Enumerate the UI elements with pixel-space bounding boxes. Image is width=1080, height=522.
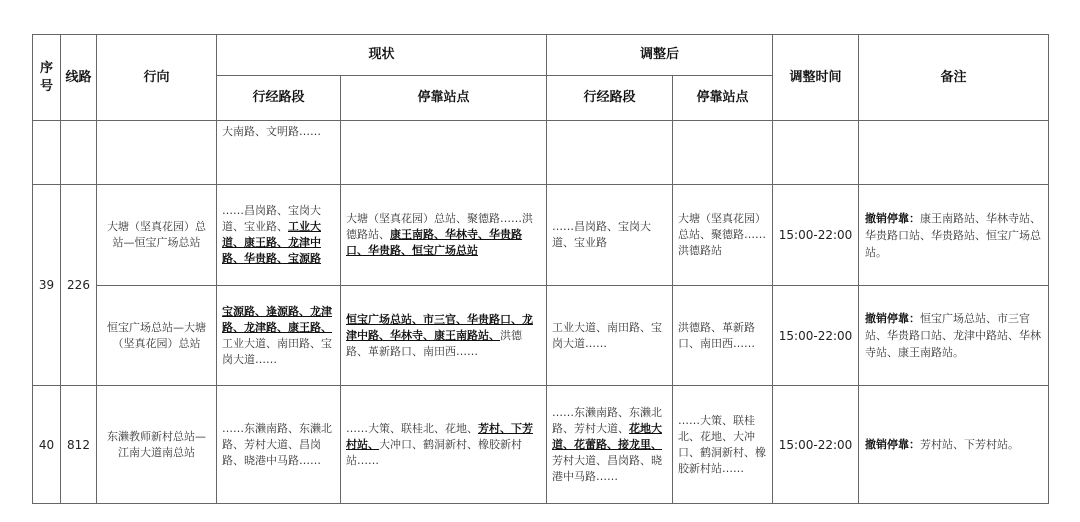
header-route: 线路: [61, 35, 97, 121]
header-current-road: 行经路段: [217, 76, 341, 121]
table-row: [33, 185, 1049, 286]
route-cell: 812: [61, 386, 97, 504]
direction-cell: 大塘（坚真花园）总站—恒宝广场总站: [97, 185, 217, 286]
remark-cell: 撤销停靠：芳村站、下芳村站。: [859, 386, 1049, 504]
current-stop-cell: 恒宝广场总站、市三官、华贵路口、龙津中路、华林寺、康王南路站、洪德路、革新路口、南田西……: [341, 286, 547, 386]
adjust-time-cell: 15:00-22:00: [773, 286, 859, 386]
header-remark: 备注: [859, 35, 1049, 121]
adjusted-stop-cell: 洪德路、革新路口、南田西……: [673, 286, 773, 386]
remark-cell: 撤销停靠：恒宝广场总站、市三官站、华贵路口站、龙津中路站、华林寺站、康王南路站。: [859, 286, 1049, 386]
current-road-cell: ……东濑南路、东濑北路、芳村大道、昌岗路、晓港中马路……: [217, 386, 341, 504]
table-row: [33, 286, 1049, 386]
header-seq: 序号: [33, 35, 61, 121]
header-current: 现状: [217, 35, 547, 76]
header-adjusted: 调整后: [547, 35, 773, 76]
current-road-cell: 宝源路、逢源路、龙津路、龙津路、康王路、工业大道、南田路、宝岗大道……: [217, 286, 341, 386]
route-cell: 226: [61, 185, 97, 386]
header-current-stop: 停靠站点: [341, 76, 547, 121]
current-stop-cell: ……大策、联桂北、花地、芳村、下芳村站、大冲口、鹤洞新村、橡胶新村站……: [341, 386, 547, 504]
header-time: 调整时间: [773, 35, 859, 121]
remark-cell: 撤销停靠：康王南路站、华林寺站、华贵路口站、华贵路站、恒宝广场总站。: [859, 185, 1049, 286]
direction-cell: 东濑教师新村总站—江南大道南总站: [97, 386, 217, 504]
adjusted-road-cell: ……东濑南路、东濑北路、芳村大道、花地大道、花蕾路、接龙里、芳村大道、昌岗路、晓港中马路……: [547, 386, 673, 504]
adjust-time-cell: 15:00-22:00: [773, 386, 859, 504]
adjusted-stop-cell: 大塘（坚真花园）总站、聚德路……洪德路站: [673, 185, 773, 286]
adjust-time-cell: 15:00-22:00: [773, 185, 859, 286]
current-stop-cell: 大塘（坚真花园）总站、聚德路……洪德路站、康王南路、华林寺、华贵路口、华贵路、恒宝广场总站: [341, 185, 547, 286]
adjusted-road-cell: 工业大道、南田路、宝岗大道……: [547, 286, 673, 386]
current-road-cell: ……昌岗路、宝岗大道、宝业路、工业大道、康王路、龙津中路、华贵路、宝源路: [217, 185, 341, 286]
table-row: [33, 386, 1049, 504]
adjusted-stop-cell: ……大策、联桂北、花地、大冲口、鹤洞新村、橡胶新村站……: [673, 386, 773, 504]
seq-cell: 39: [33, 185, 61, 386]
seq-cell: 40: [33, 386, 61, 504]
adjusted-road-cell: ……昌岗路、宝岗大道、宝业路: [547, 185, 673, 286]
route-adjustment-table: [32, 34, 1049, 504]
header-adjusted-stop: 停靠站点: [673, 76, 773, 121]
partial-road: 大南路、文明路……: [217, 121, 341, 185]
header-direction: 行向: [97, 35, 217, 121]
header-adjusted-road: 行经路段: [547, 76, 673, 121]
table-row-partial: [33, 121, 1049, 185]
direction-cell: 恒宝广场总站—大塘（坚真花园）总站: [97, 286, 217, 386]
